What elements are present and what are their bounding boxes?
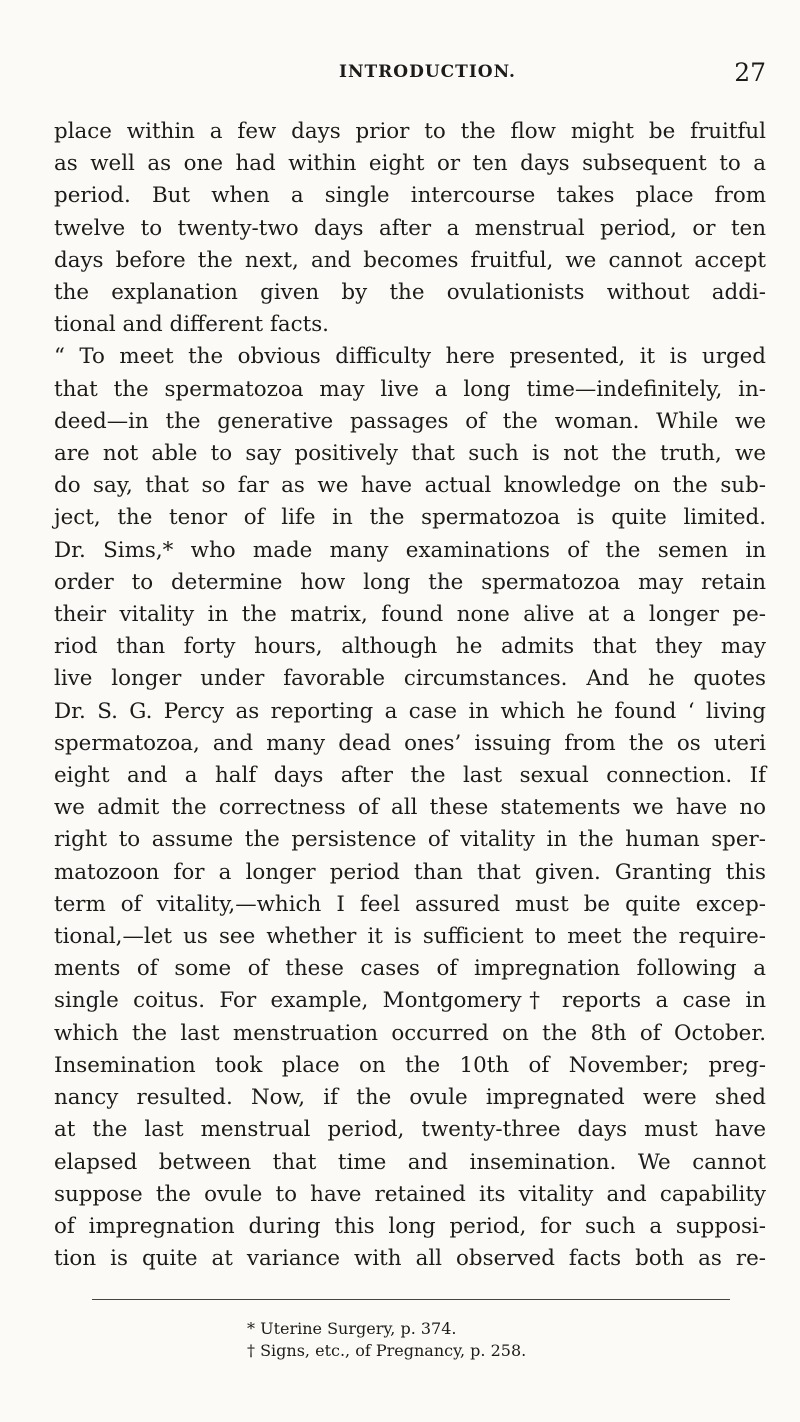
page-header [54, 58, 766, 94]
text-line: their vitality in the matrix, found none alive at a longer pe- [54, 602, 766, 628]
text-line: tional,—let us see whether it is sufficient to meet the require- [54, 924, 766, 950]
text-line: single coitus. For example, Montgomery† reports a case in [54, 988, 766, 1014]
text-line: suppose the ovule to have retained its vitality and capability [54, 1181, 766, 1207]
text-line: term of vitality,—which I feel assured must be quite excep- [54, 891, 766, 917]
text-line: of impregnation during this long period, for such a supposi- [54, 1213, 766, 1239]
text-line: nancy resulted. Now, if the ovule impregnated were shed [54, 1085, 766, 1111]
text-line: which the last menstruation occurred on the 8th of October. [54, 1020, 766, 1046]
text-line: riod than forty hours, although he admits that they may [54, 634, 766, 660]
text-line: eight and a half days after the last sexual connection. If [54, 763, 766, 789]
text-line: are not able to say positively that such is not the truth, we [54, 441, 766, 467]
text-line: Dr. Sims,* who made many examinations of the semen in [54, 537, 766, 563]
text-line: Dr. S. G. Percy as reporting a case in which he found ‘ living [54, 698, 766, 724]
text-line: right to assume the persistence of vitality in the human sper- [54, 827, 766, 853]
text-line: do say, that so far as we have actual knowledge on the sub- [54, 473, 766, 499]
text-line: as well as one had within eight or ten days subsequent to a [54, 151, 766, 177]
text-line: ments of some of these cases of impregnation following a [54, 956, 766, 982]
text-line: Insemination took place on the 10th of November; preg- [54, 1052, 766, 1078]
text-line: elapsed between that time and insemination. We cannot [54, 1149, 766, 1175]
text-line: at the last menstrual period, twenty-three days must have [54, 1117, 766, 1143]
page-number: 27 [734, 58, 766, 87]
text-line: spermatozoa, and many dead ones’ issuing from the os uteri [54, 730, 766, 756]
text-line: period. But when a single intercourse takes place from [54, 183, 766, 209]
text-line: deed—in the generative passages of the woman. While we [54, 408, 766, 434]
text-line: that the spermatozoa may live a long time—indefinitely, in- [54, 376, 766, 402]
text-line: order to determine how long the spermatozoa may retain [54, 569, 766, 595]
text-line: twelve to twenty-two days after a menstrual period, or ten [54, 215, 766, 241]
footnote-rule [92, 1299, 730, 1300]
text-line: “ To meet the obvious difficulty here presented, it is urged [54, 344, 766, 370]
body-text [54, 116, 766, 1275]
text-line: tional and different facts. [54, 312, 329, 338]
footnotes [247, 1318, 766, 1362]
text-line: place within a few days prior to the flow might be fruitful [54, 119, 766, 144]
text-line: live longer under favorable circumstances. And he quotes [54, 666, 766, 692]
text-line: we admit the correctness of all these statements we have no [54, 795, 766, 821]
text-line: ject, the tenor of life in the spermatozoa is quite limited. [54, 505, 766, 531]
text-line: tion is quite at variance with all observed facts both as re- [54, 1246, 766, 1272]
footnote: * Uterine Surgery, p. 374. [247, 1319, 457, 1339]
text-line: matozoon for a longer period than that given. Granting this [54, 859, 766, 885]
text-line: days before the next, and becomes fruitful, we cannot accept [54, 247, 766, 273]
text-line: the explanation given by the ovulationists without addi- [54, 280, 766, 306]
footnote: † Signs, etc., of Pregnancy, p. 258. [247, 1341, 527, 1361]
running-head: INTRODUCTION. [339, 62, 516, 82]
book-page [54, 58, 766, 1362]
